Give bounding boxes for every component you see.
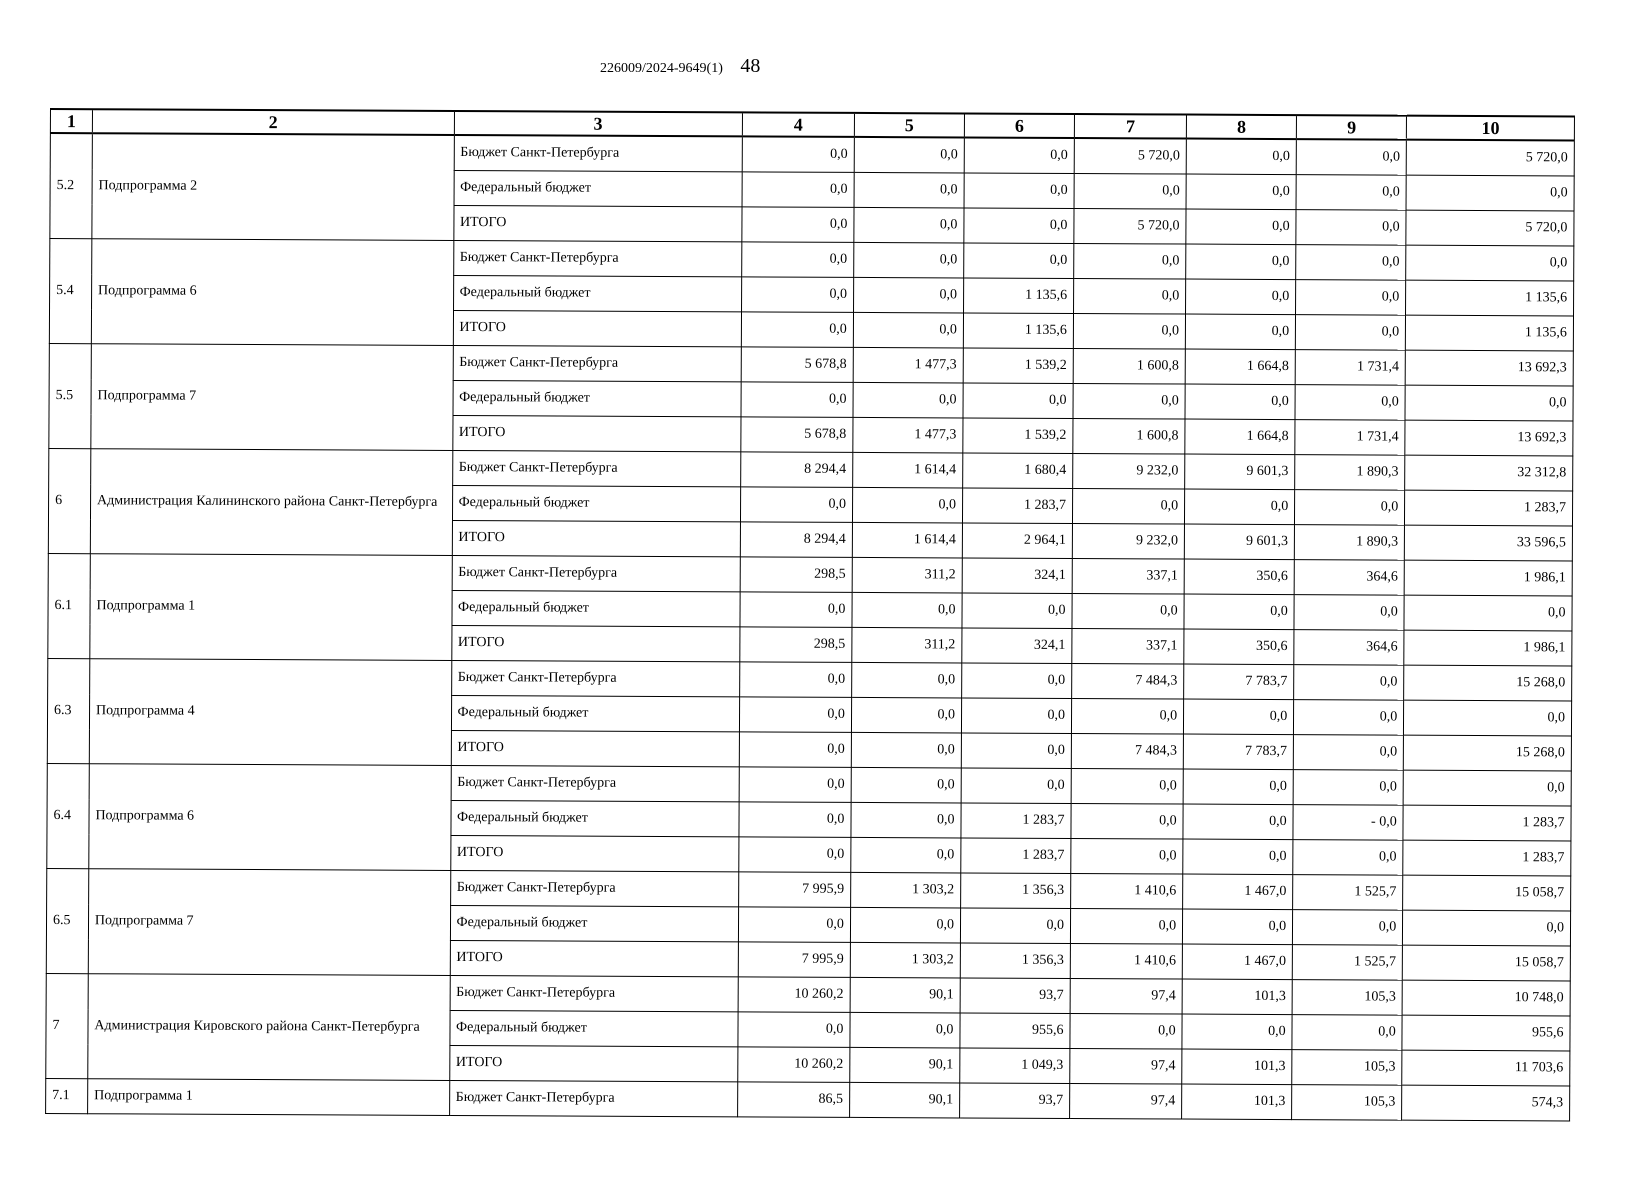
- amount-cell: 97,4: [1070, 978, 1182, 1014]
- page-header: [600, 55, 760, 78]
- amount-cell: 0,0: [1403, 910, 1571, 946]
- amount-cell: 0,0: [742, 207, 854, 243]
- funding-source: Федеральный бюджет: [450, 800, 738, 836]
- amount-cell: 1 539,2: [963, 418, 1073, 454]
- table-row: [50, 133, 1574, 176]
- amount-cell: 1 477,3: [853, 417, 963, 453]
- funding-source: ИТОГО: [449, 1045, 737, 1081]
- amount-cell: 0,0: [853, 312, 963, 348]
- amount-cell: 0,0: [1186, 209, 1296, 245]
- amount-cell: 955,6: [1402, 1015, 1570, 1051]
- amount-cell: 0,0: [853, 277, 963, 313]
- amount-cell: 0,0: [962, 663, 1072, 699]
- document-number: 226009/2024-9649(1): [600, 61, 723, 76]
- table-row: [47, 763, 1571, 805]
- amount-cell: 364,6: [1294, 630, 1404, 666]
- amount-cell: 5 720,0: [1406, 140, 1574, 176]
- amount-cell: 324,1: [962, 558, 1072, 594]
- amount-cell: 7 783,7: [1183, 734, 1293, 770]
- funding-source: Федеральный бюджет: [453, 275, 741, 311]
- row-name: Администрация Калининского района Санкт-Петербурга: [90, 449, 452, 556]
- amount-cell: 0,0: [962, 593, 1072, 629]
- amount-cell: 1 283,7: [1405, 490, 1573, 526]
- amount-cell: 0,0: [1072, 594, 1184, 630]
- row-code: 7: [46, 973, 88, 1078]
- amount-cell: 1 890,3: [1295, 455, 1405, 491]
- amount-cell: 0,0: [741, 382, 853, 418]
- amount-cell: 9 232,0: [1073, 454, 1185, 490]
- amount-cell: 90,1: [850, 1047, 960, 1083]
- amount-cell: 5 720,0: [1406, 210, 1574, 246]
- row-name: Подпрограмма 4: [89, 659, 451, 766]
- amount-cell: 101,3: [1182, 1049, 1292, 1085]
- funding-source: Бюджет Санкт-Петербурга: [451, 660, 739, 696]
- amount-cell: 0,0: [1293, 770, 1403, 806]
- amount-cell: 0,0: [1295, 385, 1405, 421]
- funding-source: Бюджет Санкт-Петербурга: [453, 240, 741, 276]
- column-header: 3: [454, 111, 742, 136]
- amount-cell: 0,0: [1405, 385, 1573, 421]
- amount-cell: 0,0: [738, 1012, 850, 1048]
- amount-cell: 0,0: [964, 208, 1074, 244]
- amount-cell: 0,0: [854, 207, 964, 243]
- amount-cell: 0,0: [854, 242, 964, 278]
- amount-cell: 298,5: [740, 557, 852, 593]
- amount-cell: 0,0: [1071, 698, 1183, 734]
- row-name: Подпрограмма 7: [88, 869, 450, 976]
- amount-cell: 2 964,1: [962, 523, 1072, 559]
- amount-cell: 1 356,3: [960, 943, 1070, 979]
- funding-source: ИТОГО: [453, 310, 741, 346]
- page-number: 48: [740, 55, 761, 77]
- amount-cell: 0,0: [738, 907, 850, 943]
- amount-cell: 955,6: [960, 1013, 1070, 1049]
- amount-cell: 0,0: [1296, 315, 1406, 351]
- amount-cell: 0,0: [853, 382, 963, 418]
- amount-cell: 9 601,3: [1185, 454, 1295, 490]
- amount-cell: 0,0: [741, 277, 853, 313]
- amount-cell: 5 678,8: [741, 347, 853, 383]
- amount-cell: 101,3: [1182, 979, 1292, 1015]
- amount-cell: 0,0: [964, 137, 1074, 173]
- amount-cell: 0,0: [742, 136, 854, 172]
- amount-cell: 0,0: [852, 592, 962, 628]
- amount-cell: 15 058,7: [1402, 945, 1570, 981]
- amount-cell: 10 260,2: [738, 977, 850, 1013]
- amount-cell: 13 692,3: [1405, 350, 1573, 386]
- table-row: [46, 973, 1570, 1015]
- amount-cell: 0,0: [850, 1012, 960, 1048]
- amount-cell: 0,0: [1182, 1014, 1292, 1050]
- amount-cell: 0,0: [740, 487, 852, 523]
- funding-source: Федеральный бюджет: [450, 905, 738, 941]
- amount-cell: 0,0: [854, 137, 964, 173]
- column-header: 10: [1407, 116, 1575, 141]
- amount-cell: 1 303,2: [850, 942, 960, 978]
- amount-cell: 0,0: [851, 802, 961, 838]
- amount-cell: 1 135,6: [963, 313, 1073, 349]
- row-name: Подпрограмма 2: [92, 133, 454, 240]
- amount-cell: 0,0: [852, 662, 962, 698]
- amount-cell: 0,0: [851, 732, 961, 768]
- funding-source: Бюджет Санкт-Петербурга: [450, 870, 738, 906]
- amount-cell: 9 232,0: [1072, 524, 1184, 560]
- amount-cell: 1 539,2: [963, 348, 1073, 384]
- table-row: [46, 1078, 1570, 1120]
- budget-table: [45, 108, 1575, 1121]
- amount-cell: 0,0: [1074, 244, 1186, 280]
- amount-cell: 7 783,7: [1184, 664, 1294, 700]
- amount-cell: 1 600,8: [1073, 349, 1185, 385]
- amount-cell: 86,5: [737, 1082, 849, 1118]
- amount-cell: 1 356,3: [961, 873, 1071, 909]
- row-code: 6.1: [48, 553, 90, 658]
- amount-cell: 324,1: [962, 628, 1072, 664]
- amount-cell: 7 995,9: [738, 872, 850, 908]
- amount-cell: 1 283,7: [1403, 805, 1571, 841]
- amount-cell: 0,0: [1296, 175, 1406, 211]
- table-row: [48, 553, 1572, 595]
- table-row: [49, 343, 1573, 385]
- amount-cell: 0,0: [1072, 489, 1184, 525]
- amount-cell: 93,7: [960, 1083, 1070, 1119]
- amount-cell: 1 890,3: [1294, 525, 1404, 561]
- amount-cell: 0,0: [739, 697, 851, 733]
- amount-cell: 1 049,3: [960, 1048, 1070, 1084]
- row-name: Подпрограмма 6: [89, 764, 451, 871]
- funding-source: ИТОГО: [450, 835, 738, 871]
- column-header: 8: [1186, 115, 1296, 140]
- amount-cell: 10 260,2: [737, 1047, 849, 1083]
- amount-cell: 0,0: [1071, 803, 1183, 839]
- amount-cell: 0,0: [741, 242, 853, 278]
- row-code: 6: [48, 448, 90, 553]
- row-code: 6.4: [47, 763, 89, 868]
- amount-cell: 1 680,4: [963, 453, 1073, 489]
- column-header: 6: [964, 113, 1074, 138]
- amount-cell: 10 748,0: [1402, 980, 1570, 1016]
- amount-cell: 0,0: [1404, 700, 1572, 736]
- amount-cell: 0,0: [1403, 770, 1571, 806]
- funding-source: Бюджет Санкт-Петербурга: [453, 345, 741, 381]
- amount-cell: 1 525,7: [1293, 875, 1403, 911]
- amount-cell: 0,0: [741, 312, 853, 348]
- funding-source: Бюджет Санкт-Петербурга: [450, 975, 738, 1011]
- amount-cell: 90,1: [850, 977, 960, 1013]
- amount-cell: 0,0: [739, 837, 851, 873]
- amount-cell: 1 664,8: [1185, 419, 1295, 455]
- amount-cell: 0,0: [1296, 210, 1406, 246]
- amount-cell: 1 731,4: [1295, 350, 1405, 386]
- amount-cell: 105,3: [1292, 1050, 1402, 1086]
- funding-source: Бюджет Санкт-Петербурга: [451, 765, 739, 801]
- row-code: 6.5: [46, 868, 88, 973]
- amount-cell: 0,0: [1294, 700, 1404, 736]
- amount-cell: 0,0: [961, 733, 1071, 769]
- amount-cell: 105,3: [1292, 1085, 1402, 1121]
- amount-cell: 1 283,7: [962, 488, 1072, 524]
- funding-source: Федеральный бюджет: [451, 590, 739, 626]
- amount-cell: 0,0: [1296, 280, 1406, 316]
- amount-cell: 0,0: [851, 837, 961, 873]
- amount-cell: 0,0: [1293, 735, 1403, 771]
- amount-cell: 0,0: [1292, 1015, 1402, 1051]
- amount-cell: 1 467,0: [1183, 874, 1293, 910]
- amount-cell: 1 731,4: [1295, 420, 1405, 456]
- table-row: [47, 868, 1571, 910]
- amount-cell: 1 135,6: [1406, 315, 1574, 351]
- column-header: 7: [1074, 114, 1186, 139]
- amount-cell: 93,7: [960, 978, 1070, 1014]
- amount-cell: 101,3: [1182, 1084, 1292, 1120]
- amount-cell: 0,0: [1070, 908, 1182, 944]
- amount-cell: 0,0: [1185, 489, 1295, 525]
- amount-cell: 350,6: [1184, 559, 1294, 595]
- column-header: 1: [50, 109, 92, 133]
- amount-cell: 15 058,7: [1403, 875, 1571, 911]
- amount-cell: 364,6: [1294, 560, 1404, 596]
- row-code: 5.5: [49, 343, 91, 448]
- amount-cell: 13 692,3: [1405, 420, 1573, 456]
- amount-cell: 311,2: [852, 557, 962, 593]
- funding-source: ИТОГО: [452, 520, 740, 556]
- funding-source: Федеральный бюджет: [449, 1010, 737, 1046]
- amount-cell: 1 986,1: [1404, 630, 1572, 666]
- amount-cell: 1 283,7: [961, 838, 1071, 874]
- amount-cell: 0,0: [1406, 175, 1574, 211]
- amount-cell: 1 477,3: [853, 347, 963, 383]
- funding-source: Федеральный бюджет: [452, 485, 740, 521]
- amount-cell: 0,0: [1186, 279, 1296, 315]
- row-code: 6.3: [47, 658, 89, 763]
- amount-cell: 0,0: [1186, 244, 1296, 280]
- amount-cell: 337,1: [1072, 559, 1184, 595]
- amount-cell: 7 484,3: [1071, 733, 1183, 769]
- amount-cell: 0,0: [964, 173, 1074, 209]
- amount-cell: 0,0: [1183, 769, 1293, 805]
- amount-cell: 1 664,8: [1185, 349, 1295, 385]
- row-code: 7.1: [46, 1078, 88, 1113]
- row-code: 5.4: [49, 239, 91, 344]
- amount-cell: 0,0: [851, 767, 961, 803]
- amount-cell: 0,0: [854, 172, 964, 208]
- amount-cell: 7 484,3: [1072, 664, 1184, 700]
- amount-cell: 1 410,6: [1071, 873, 1183, 909]
- amount-cell: 0,0: [739, 732, 851, 768]
- amount-cell: 0,0: [850, 907, 960, 943]
- column-header: 9: [1297, 115, 1407, 140]
- amount-cell: 15 268,0: [1404, 665, 1572, 701]
- amount-cell: 9 601,3: [1184, 524, 1294, 560]
- amount-cell: 0,0: [1073, 279, 1185, 315]
- amount-cell: 0,0: [1294, 665, 1404, 701]
- amount-cell: 0,0: [963, 383, 1073, 419]
- funding-source: Бюджет Санкт-Петербурга: [454, 135, 742, 172]
- funding-source: ИТОГО: [451, 730, 739, 766]
- amount-cell: 0,0: [1404, 595, 1572, 631]
- amount-cell: 0,0: [961, 768, 1071, 804]
- amount-cell: 1 283,7: [1403, 840, 1571, 876]
- funding-source: Бюджет Санкт-Петербурга: [452, 450, 740, 486]
- amount-cell: 0,0: [1185, 384, 1295, 420]
- amount-cell: 0,0: [1183, 909, 1293, 945]
- amount-cell: 0,0: [852, 487, 962, 523]
- row-name: Администрация Кировского района Санкт-Петербурга: [88, 974, 450, 1081]
- amount-cell: 0,0: [960, 908, 1070, 944]
- amount-cell: 1 600,8: [1073, 419, 1185, 455]
- row-name: Подпрограмма 1: [90, 554, 452, 661]
- amount-cell: 1 614,4: [853, 452, 963, 488]
- amount-cell: - 0,0: [1293, 805, 1403, 841]
- amount-cell: 0,0: [742, 172, 854, 208]
- amount-cell: 1 525,7: [1292, 945, 1402, 981]
- amount-cell: 1 986,1: [1404, 560, 1572, 596]
- amount-cell: 32 312,8: [1405, 455, 1573, 491]
- amount-cell: 1 303,2: [850, 872, 960, 908]
- amount-cell: 0,0: [1074, 174, 1186, 210]
- amount-cell: 5 678,8: [741, 417, 853, 453]
- amount-cell: 311,2: [852, 627, 962, 663]
- amount-cell: 0,0: [1295, 490, 1405, 526]
- amount-cell: 0,0: [1294, 595, 1404, 631]
- amount-cell: 97,4: [1070, 1083, 1182, 1119]
- amount-cell: 0,0: [1185, 314, 1295, 350]
- amount-cell: 0,0: [1183, 839, 1293, 875]
- amount-cell: 0,0: [1186, 174, 1296, 210]
- amount-cell: 0,0: [740, 592, 852, 628]
- amount-cell: 1 135,6: [1406, 280, 1574, 316]
- amount-cell: 0,0: [961, 698, 1071, 734]
- amount-cell: 350,6: [1184, 629, 1294, 665]
- table-row: [50, 239, 1574, 281]
- amount-cell: 7 995,9: [738, 942, 850, 978]
- amount-cell: 90,1: [849, 1082, 959, 1118]
- amount-cell: 0,0: [739, 662, 851, 698]
- amount-cell: 0,0: [1184, 594, 1294, 630]
- amount-cell: 0,0: [1071, 838, 1183, 874]
- amount-cell: 8 294,4: [740, 452, 852, 488]
- amount-cell: 0,0: [1186, 139, 1296, 175]
- amount-cell: 298,5: [740, 627, 852, 663]
- amount-cell: 105,3: [1292, 980, 1402, 1016]
- amount-cell: 0,0: [1183, 804, 1293, 840]
- row-code: 5.2: [50, 133, 92, 239]
- column-header: 5: [854, 113, 964, 138]
- amount-cell: 0,0: [1296, 139, 1406, 175]
- amount-cell: 0,0: [1293, 910, 1403, 946]
- column-header: 2: [92, 109, 454, 135]
- amount-cell: 33 596,5: [1405, 525, 1573, 561]
- amount-cell: 1 135,6: [963, 278, 1073, 314]
- funding-source: ИТОГО: [452, 415, 740, 451]
- amount-cell: 0,0: [739, 767, 851, 803]
- amount-cell: 0,0: [1073, 384, 1185, 420]
- funding-source: Федеральный бюджет: [453, 380, 741, 416]
- amount-cell: 5 720,0: [1074, 138, 1186, 174]
- row-name: Подпрограмма 6: [91, 239, 453, 346]
- amount-cell: 15 268,0: [1403, 735, 1571, 771]
- funding-source: ИТОГО: [453, 205, 741, 241]
- amount-cell: 1 410,6: [1070, 943, 1182, 979]
- amount-cell: 0,0: [1073, 314, 1185, 350]
- funding-source: ИТОГО: [450, 940, 738, 976]
- amount-cell: 1 467,0: [1182, 944, 1292, 980]
- amount-cell: 5 720,0: [1074, 209, 1186, 245]
- amount-cell: 8 294,4: [740, 522, 852, 558]
- amount-cell: 0,0: [1406, 245, 1574, 281]
- funding-source: ИТОГО: [451, 625, 739, 661]
- amount-cell: 0,0: [1293, 840, 1403, 876]
- amount-cell: 0,0: [1184, 699, 1294, 735]
- amount-cell: 0,0: [851, 697, 961, 733]
- amount-cell: 337,1: [1072, 629, 1184, 665]
- amount-cell: 1 614,4: [852, 522, 962, 558]
- row-name: Подпрограмма 1: [88, 1079, 450, 1116]
- amount-cell: 0,0: [1071, 768, 1183, 804]
- table-row: [48, 658, 1572, 700]
- table-row: [49, 448, 1573, 490]
- column-header: 4: [742, 112, 854, 137]
- amount-cell: 11 703,6: [1402, 1050, 1570, 1086]
- funding-source: Бюджет Санкт-Петербурга: [452, 555, 740, 591]
- funding-source: Федеральный бюджет: [451, 695, 739, 731]
- amount-cell: 0,0: [1296, 245, 1406, 281]
- amount-cell: 0,0: [964, 243, 1074, 279]
- amount-cell: 97,4: [1070, 1048, 1182, 1084]
- amount-cell: 574,3: [1402, 1085, 1570, 1121]
- row-name: Подпрограмма 7: [91, 344, 453, 451]
- amount-cell: 0,0: [739, 802, 851, 838]
- funding-source: Федеральный бюджет: [454, 170, 742, 206]
- amount-cell: 1 283,7: [961, 803, 1071, 839]
- funding-source: Бюджет Санкт-Петербурга: [449, 1080, 737, 1116]
- amount-cell: 0,0: [1070, 1013, 1182, 1049]
